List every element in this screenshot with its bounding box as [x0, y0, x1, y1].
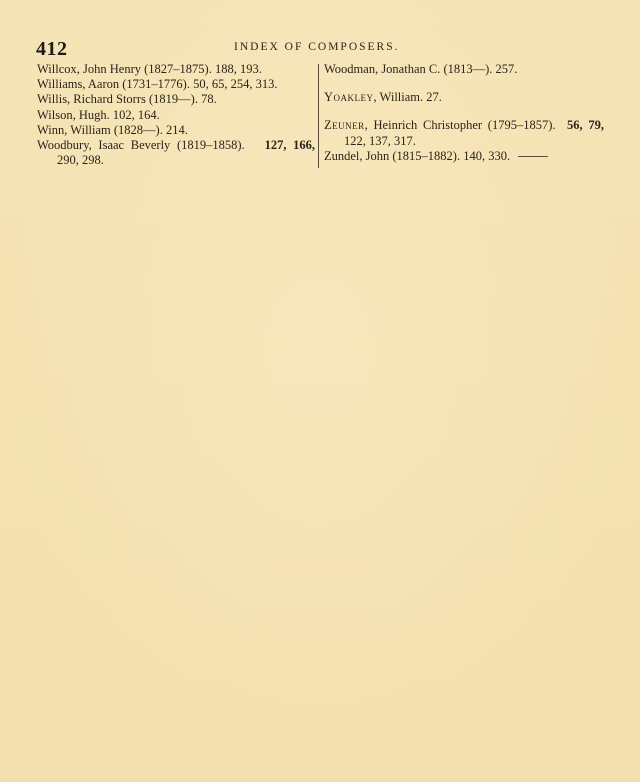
index-entry-willcox: Willcox, John Henry (1827–1875). 188, 193.	[37, 62, 262, 76]
entry-name: Zeuner	[324, 118, 365, 133]
bold-references: 56, 79,	[567, 118, 605, 133]
entry-name: Woodbury, Isaac Beverly (1819–1858).	[37, 138, 245, 153]
entry-name: Yoakley	[324, 90, 374, 105]
running-head: INDEX OF COMPOSERS.	[234, 41, 400, 53]
entry-references: 122, 137, 317.	[344, 133, 416, 148]
index-entry-woodman: Woodman, Jonathan C. (1813—). 257.	[324, 62, 518, 76]
index-entry-winn: Winn, William (1828—). 214.	[37, 122, 188, 137]
entry-references: 290, 298.	[57, 153, 104, 168]
spacer	[324, 77, 604, 90]
left-column	[37, 62, 315, 168]
index-entry-zeuner	[324, 118, 604, 148]
right-column	[324, 62, 604, 164]
end-rule	[518, 156, 548, 157]
page-number: 412	[36, 38, 68, 60]
entry-references: , William. 27.	[373, 90, 442, 105]
entry-details: , Heinrich Christopher (1795–1857).	[364, 118, 556, 133]
index-entry-yoakley	[324, 90, 604, 105]
bold-references: 127, 166,	[264, 138, 316, 153]
index-entry-wilson: Wilson, Hugh. 102, 164.	[37, 107, 160, 122]
index-entry-woodbury	[37, 138, 315, 168]
entry-text: Zundel, John (1815–1882). 140, 330.	[324, 148, 511, 163]
index-entry-willis: Willis, Richard Storrs (1819—). 78.	[37, 92, 217, 107]
index-entry-zundel	[324, 149, 604, 164]
column-divider	[318, 64, 319, 168]
spacer	[324, 105, 604, 118]
index-entry-williams: Williams, Aaron (1731–1776). 50, 65, 254, 313.	[37, 77, 278, 92]
